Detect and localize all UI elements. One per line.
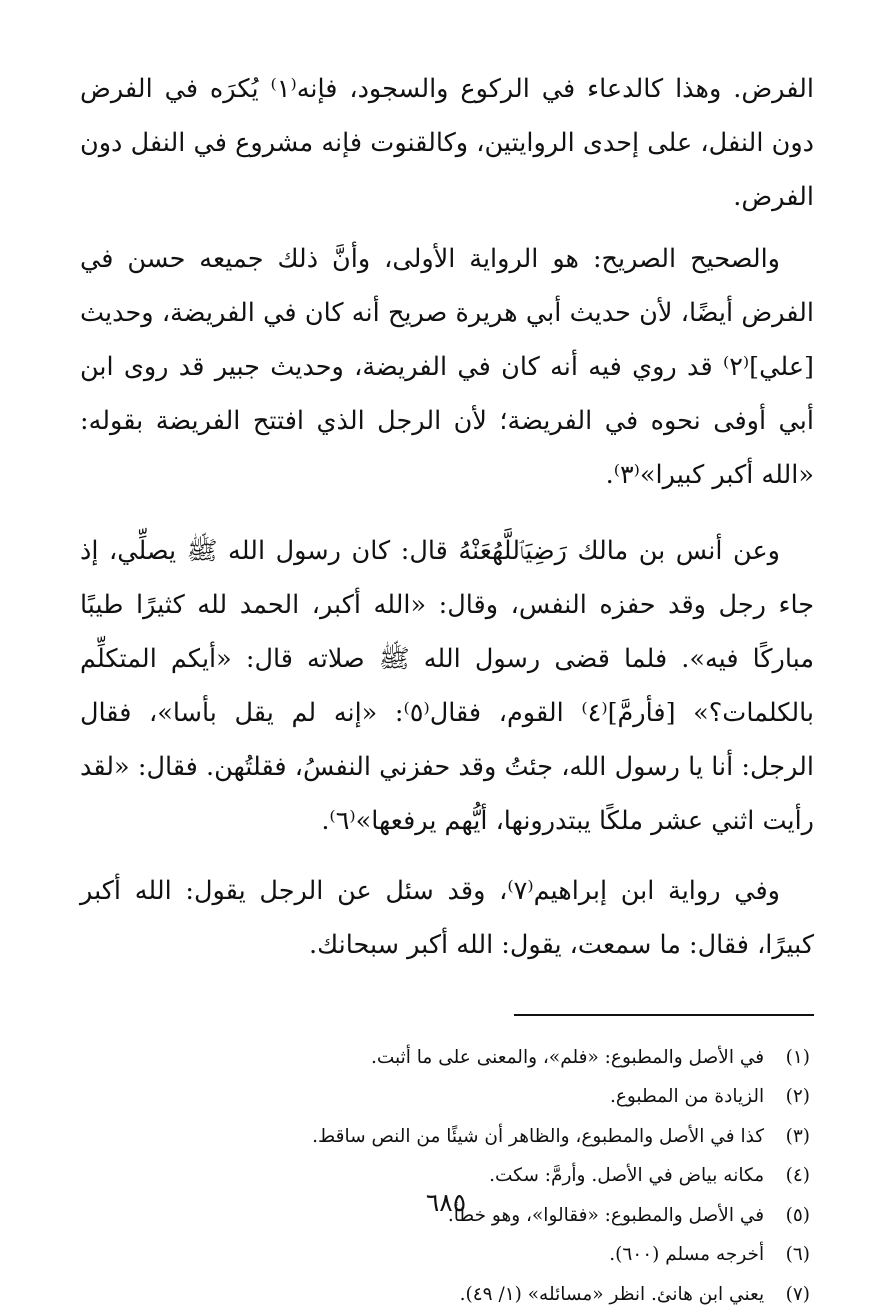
footnote-number: (١)	[770, 1038, 810, 1078]
footnote-item	[80, 1117, 814, 1157]
footnote-text: يعني ابن هانئ. انظر «مسائله» (١/ ٤٩).	[460, 1284, 765, 1305]
footnote-text: كذا في الأصل والمطبوع، والظاهر أن شيئًا من النص ساقط.	[312, 1126, 764, 1147]
footnote-text: في الأصل والمطبوع: «فلم»، والمعنى على ما أثبت.	[371, 1047, 764, 1068]
footnote-number: (٧)	[770, 1275, 810, 1314]
footnote-item	[80, 1275, 814, 1314]
page-number: ٦٨٥	[0, 1188, 892, 1217]
paragraph-4: وفي رواية ابن إبراهيم⁽٧⁾، وقد سئل عن الرجل يقول: الله أكبر كبيرًا، فقال: ما سمعت، يقول: الله أكبر سبحانك.	[80, 864, 814, 972]
footnote-item	[80, 1038, 814, 1078]
footnote-number: (٣)	[770, 1117, 810, 1157]
footnote-number: (٥)	[770, 1196, 810, 1236]
footnote-number: (٢)	[770, 1077, 810, 1117]
paragraph-2: والصحيح الصريح: هو الرواية الأولى، وأنَّ ذلك جميعه حسن في الفرض أيضًا، لأن حديث أبي هريرة صريح أنه كان في الفريضة، وحديث [علي]⁽٢⁾ قد روي فيه أنه كان في الفريضة، وحديث جبير قد روى ابن أبي أوفى نحوه في الفريضة؛ لأن الرجل الذي افتتح الفريضة بقوله: «الله أكبر كبيرا»⁽٣⁾.	[80, 232, 814, 502]
footnote-text: أخرجه مسلم (٦٠٠).	[609, 1244, 764, 1265]
footnote-item	[80, 1077, 814, 1117]
paragraph-1: الفرض. وهذا كالدعاء في الركوع والسجود، فإنه⁽١⁾ يُكرَه في الفرض دون النفل، على إحدى الروايتين، وكالقنوت فإنه مشروع في النفل دون الفرض.	[80, 62, 814, 224]
footnote-text: في الأصل والمطبوع: «فقالوا»، وهو خطأ.	[448, 1205, 764, 1226]
footnote-number: (٦)	[770, 1235, 810, 1275]
footnotes-list	[80, 1038, 814, 1314]
footnote-divider	[514, 1014, 814, 1016]
footnote-item	[80, 1235, 814, 1275]
paragraph-3: وعن أنس بن مالك رَضِيَٱللَّهُعَنْهُ قال: كان رسول الله ﷺ يصلِّي، إذ جاء رجل وقد حفزه النفس، وقال: «الله أكبر، الحمد لله كثيرًا طيبًا مباركًا فيه». فلما قضى رسول الله ﷺ صلاته قال: «أيكم المتكلِّم بالكلمات؟» [فأرمَّ]⁽٤⁾ القوم، فقال⁽٥⁾: «إنه لم يقل بأسا»، فقال الرجل: أنا يا رسول الله، جئتُ وقد حفزني النفسُ، فقلتُهن. فقال: «لقد رأيت اثني عشر ملكًا يبتدرونها، أيُّهم يرفعها»⁽٦⁾.	[80, 524, 814, 848]
footnote-text: الزيادة من المطبوع.	[610, 1086, 764, 1107]
footnote-text: مكانه بياض في الأصل. وأرمَّ: سكت.	[489, 1165, 764, 1186]
footnote-number: (٤)	[770, 1156, 810, 1196]
